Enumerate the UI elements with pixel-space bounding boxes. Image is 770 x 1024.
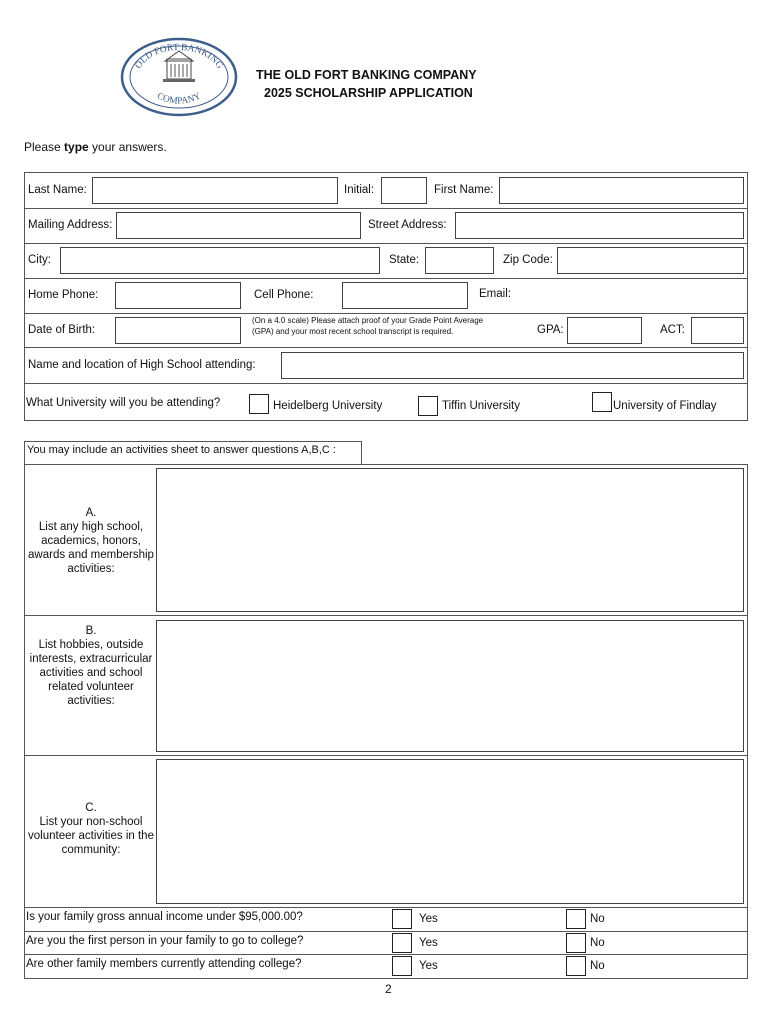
- street-address-label: Street Address:: [368, 219, 447, 231]
- first-college-no-checkbox[interactable]: [566, 933, 586, 953]
- home-phone-label: Home Phone:: [28, 289, 99, 301]
- page-number: 2: [385, 982, 392, 996]
- instructions-emphasis: type: [64, 140, 89, 154]
- last-name-input[interactable]: [92, 177, 338, 204]
- high-school-label: Name and location of High School attending:: [28, 359, 256, 371]
- activities-b-textarea[interactable]: [156, 620, 744, 752]
- family-college-no-label: No: [590, 960, 605, 972]
- state-input[interactable]: [425, 247, 494, 274]
- family-college-yes-checkbox[interactable]: [392, 956, 412, 976]
- first-name-label: First Name:: [434, 184, 494, 196]
- document-title: [256, 66, 477, 102]
- university-question: What University will you be attending?: [26, 397, 221, 409]
- activities-c-prompt: C. List your non-school volunteer activities in the community:: [28, 802, 154, 856]
- act-label: ACT:: [660, 324, 685, 336]
- act-input[interactable]: [691, 317, 744, 344]
- initial-input[interactable]: [381, 177, 427, 204]
- mailing-address-input[interactable]: [116, 212, 361, 239]
- gpa-label: GPA:: [537, 324, 564, 336]
- first-college-no-label: No: [590, 937, 605, 949]
- question-first-college: Are you the first person in your family to go to college?: [26, 935, 304, 947]
- heidelberg-checkbox[interactable]: [249, 394, 269, 414]
- dob-input[interactable]: [115, 317, 241, 344]
- last-name-label: Last Name:: [28, 184, 87, 196]
- income-yes-label: Yes: [419, 913, 438, 925]
- state-label: State:: [389, 254, 420, 266]
- dob-label: Date of Birth:: [28, 324, 96, 336]
- question-family-college: Are other family members currently attending college?: [26, 958, 302, 970]
- city-input[interactable]: [60, 247, 380, 274]
- zip-code-input[interactable]: [557, 247, 744, 274]
- instructions: Please type your answers.: [24, 140, 167, 154]
- zip-code-label: Zip Code:: [503, 254, 553, 266]
- first-college-yes-checkbox[interactable]: [392, 933, 412, 953]
- gpa-input[interactable]: [567, 317, 642, 344]
- svg-text:OLD FORT BANKING: OLD FORT BANKING: [133, 42, 225, 71]
- findlay-label: University of Findlay: [613, 400, 717, 412]
- family-college-yes-label: Yes: [419, 960, 438, 972]
- title-line-1: THE OLD FORT BANKING COMPANY: [256, 68, 477, 82]
- high-school-input[interactable]: [281, 352, 744, 379]
- income-no-label: No: [590, 913, 605, 925]
- tiffin-checkbox[interactable]: [418, 396, 438, 416]
- email-label: Email:: [479, 288, 511, 300]
- heidelberg-label: Heidelberg University: [273, 400, 383, 412]
- income-yes-checkbox[interactable]: [392, 909, 412, 929]
- initial-label: Initial:: [344, 184, 375, 196]
- first-college-yes-label: Yes: [419, 937, 438, 949]
- family-college-no-checkbox[interactable]: [566, 956, 586, 976]
- street-address-input[interactable]: [455, 212, 744, 239]
- gpa-note: (On a 4.0 scale) Please attach proof of your Grade Point Average (GPA) and your most recent school transcript is required.: [252, 316, 484, 336]
- city-label: City:: [28, 254, 51, 266]
- company-seal-logo: [120, 37, 238, 117]
- question-income: Is your family gross annual income under $95,000.00?: [26, 911, 303, 923]
- activities-note: You may include an activities sheet to answer questions A,B,C :: [27, 444, 336, 456]
- tiffin-label: Tiffin University: [442, 400, 520, 412]
- activities-c-textarea[interactable]: [156, 759, 744, 904]
- cell-phone-input[interactable]: [342, 282, 468, 309]
- activities-b-prompt: B. List hobbies, outside interests, extracurricular activities and school related volunteer activities:: [29, 625, 153, 707]
- cell-phone-label: Cell Phone:: [254, 289, 314, 301]
- svg-text:COMPANY: COMPANY: [155, 91, 203, 107]
- income-no-checkbox[interactable]: [566, 909, 586, 929]
- activities-a-textarea[interactable]: [156, 468, 744, 612]
- activities-a-prompt: A. List any high school, academics, honors, awards and membership activities:: [28, 507, 154, 575]
- first-name-input[interactable]: [499, 177, 744, 204]
- findlay-checkbox[interactable]: [592, 392, 612, 412]
- mailing-address-label: Mailing Address:: [28, 219, 113, 231]
- title-line-2: 2025 SCHOLARSHIP APPLICATION: [264, 86, 473, 100]
- home-phone-input[interactable]: [115, 282, 241, 309]
